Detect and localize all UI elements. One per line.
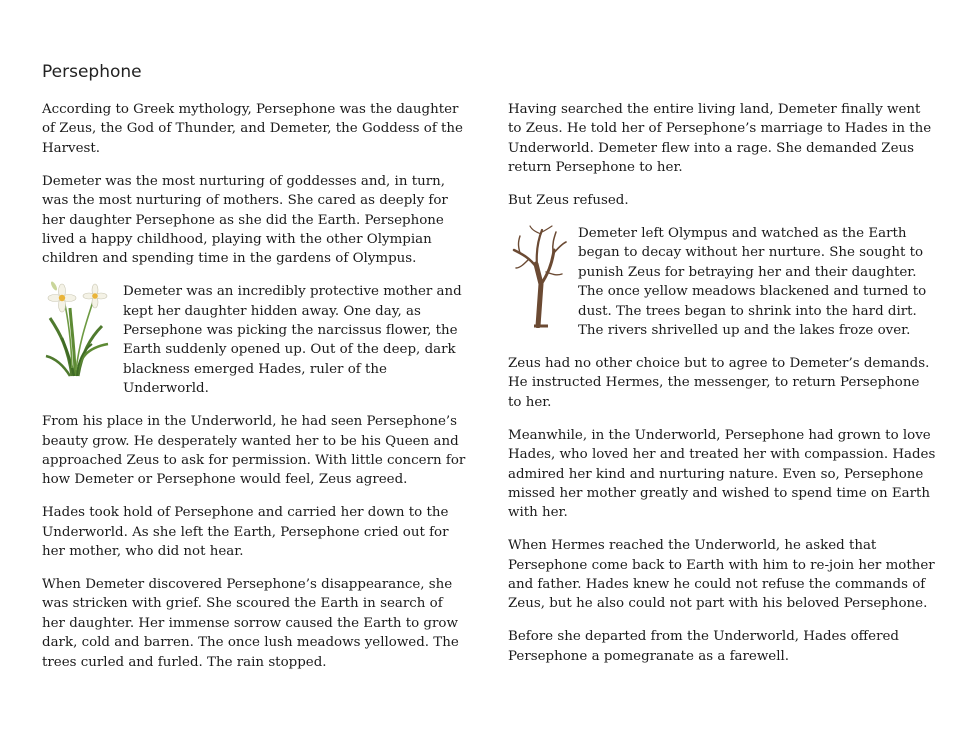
paragraph: When Demeter discovered Persephone’s disappearance, she was stricken with grief. She scoured the Earth in search of her daughter. Her immense sorrow caused the Earth to grow dark, cold and barren. The once lush meadows yellowed. The trees curled and furled. The rain stopped.	[42, 577, 459, 670]
paragraph: Demeter left Olympus and watched as the Earth began to decay without her nurture. She sought to punish Zeus for betraying her and their daughter. The once yellow meadows blackened and turned to dust. The trees began to shrink into the hard dirt. The rivers shrivelled up and the lakes froze over.	[578, 226, 927, 339]
paragraph: Demeter was an incredibly protective mother and kept her daughter hidden away. One day, as Persephone was picking the narcissus flower, the Earth suddenly opened up. Out of the deep, dark blackness emerged Hades, ruler of the Underworld.	[123, 284, 462, 397]
paragraph: Demeter was the most nurturing of goddesses and, in turn, was the most nurturing of mothers. She cared as deeply for her daughter Persephone as she did the Earth. Persephone lived a happy childhood, playing with the other Olympian children and spending time in the gardens of Olympus.	[42, 173, 448, 267]
paragraph: But Zeus refused.	[508, 193, 629, 209]
page-title: Persephone	[42, 62, 142, 82]
paragraph: When Hermes reached the Underworld, he asked that Persephone come back to Earth with him to re-join her mother and father. Hades knew he could not refuse the commands of Zeus, but he also could not part with his beloved Persephone.	[508, 538, 935, 612]
paragraph: From his place in the Underworld, he had seen Persephone’s beauty grow. He desperately wanted her to be his Queen and approached Zeus to ask for permission. With little concern for how Demeter or Persephone would feel, Zeus agreed.	[42, 414, 466, 488]
narcissus-flower-icon	[42, 282, 123, 384]
illustrated-paragraph	[42, 282, 466, 398]
paragraph: Before she departed from the Underworld, Hades offered Persephone a pomegranate as a farewell.	[508, 629, 899, 664]
paragraph: Hades took hold of Persephone and carried her down to the Underworld. As she left the Earth, Persephone cried out for her mother, who did not hear.	[42, 505, 449, 560]
illustrated-paragraph	[508, 224, 936, 340]
paragraph: Meanwhile, in the Underworld, Persephone had grown to love Hades, who loved her and treated her with compassion. Hades admired her kind and nurturing nature. Even so, Persephone missed her mother greatly and wished to spend time on Earth with her.	[508, 427, 936, 521]
paragraph: According to Greek mythology, Persephone was the daughter of Zeus, the God of Thunder, and Demeter, the Goddess of the Harvest.	[42, 102, 463, 156]
paragraph: Zeus had no other choice but to agree to Demeter’s demands. He instructed Hermes, the messenger, to return Persephone to her.	[508, 355, 930, 410]
right-column	[508, 100, 936, 680]
paragraph: Having searched the entire living land, Demeter finally went to Zeus. He told her of Persephone’s marriage to Hades in the Underworld. Demeter flew into a rage. She demanded Zeus return Persephone to her.	[508, 102, 932, 176]
left-column	[42, 100, 466, 686]
bare-tree-icon	[508, 224, 578, 334]
